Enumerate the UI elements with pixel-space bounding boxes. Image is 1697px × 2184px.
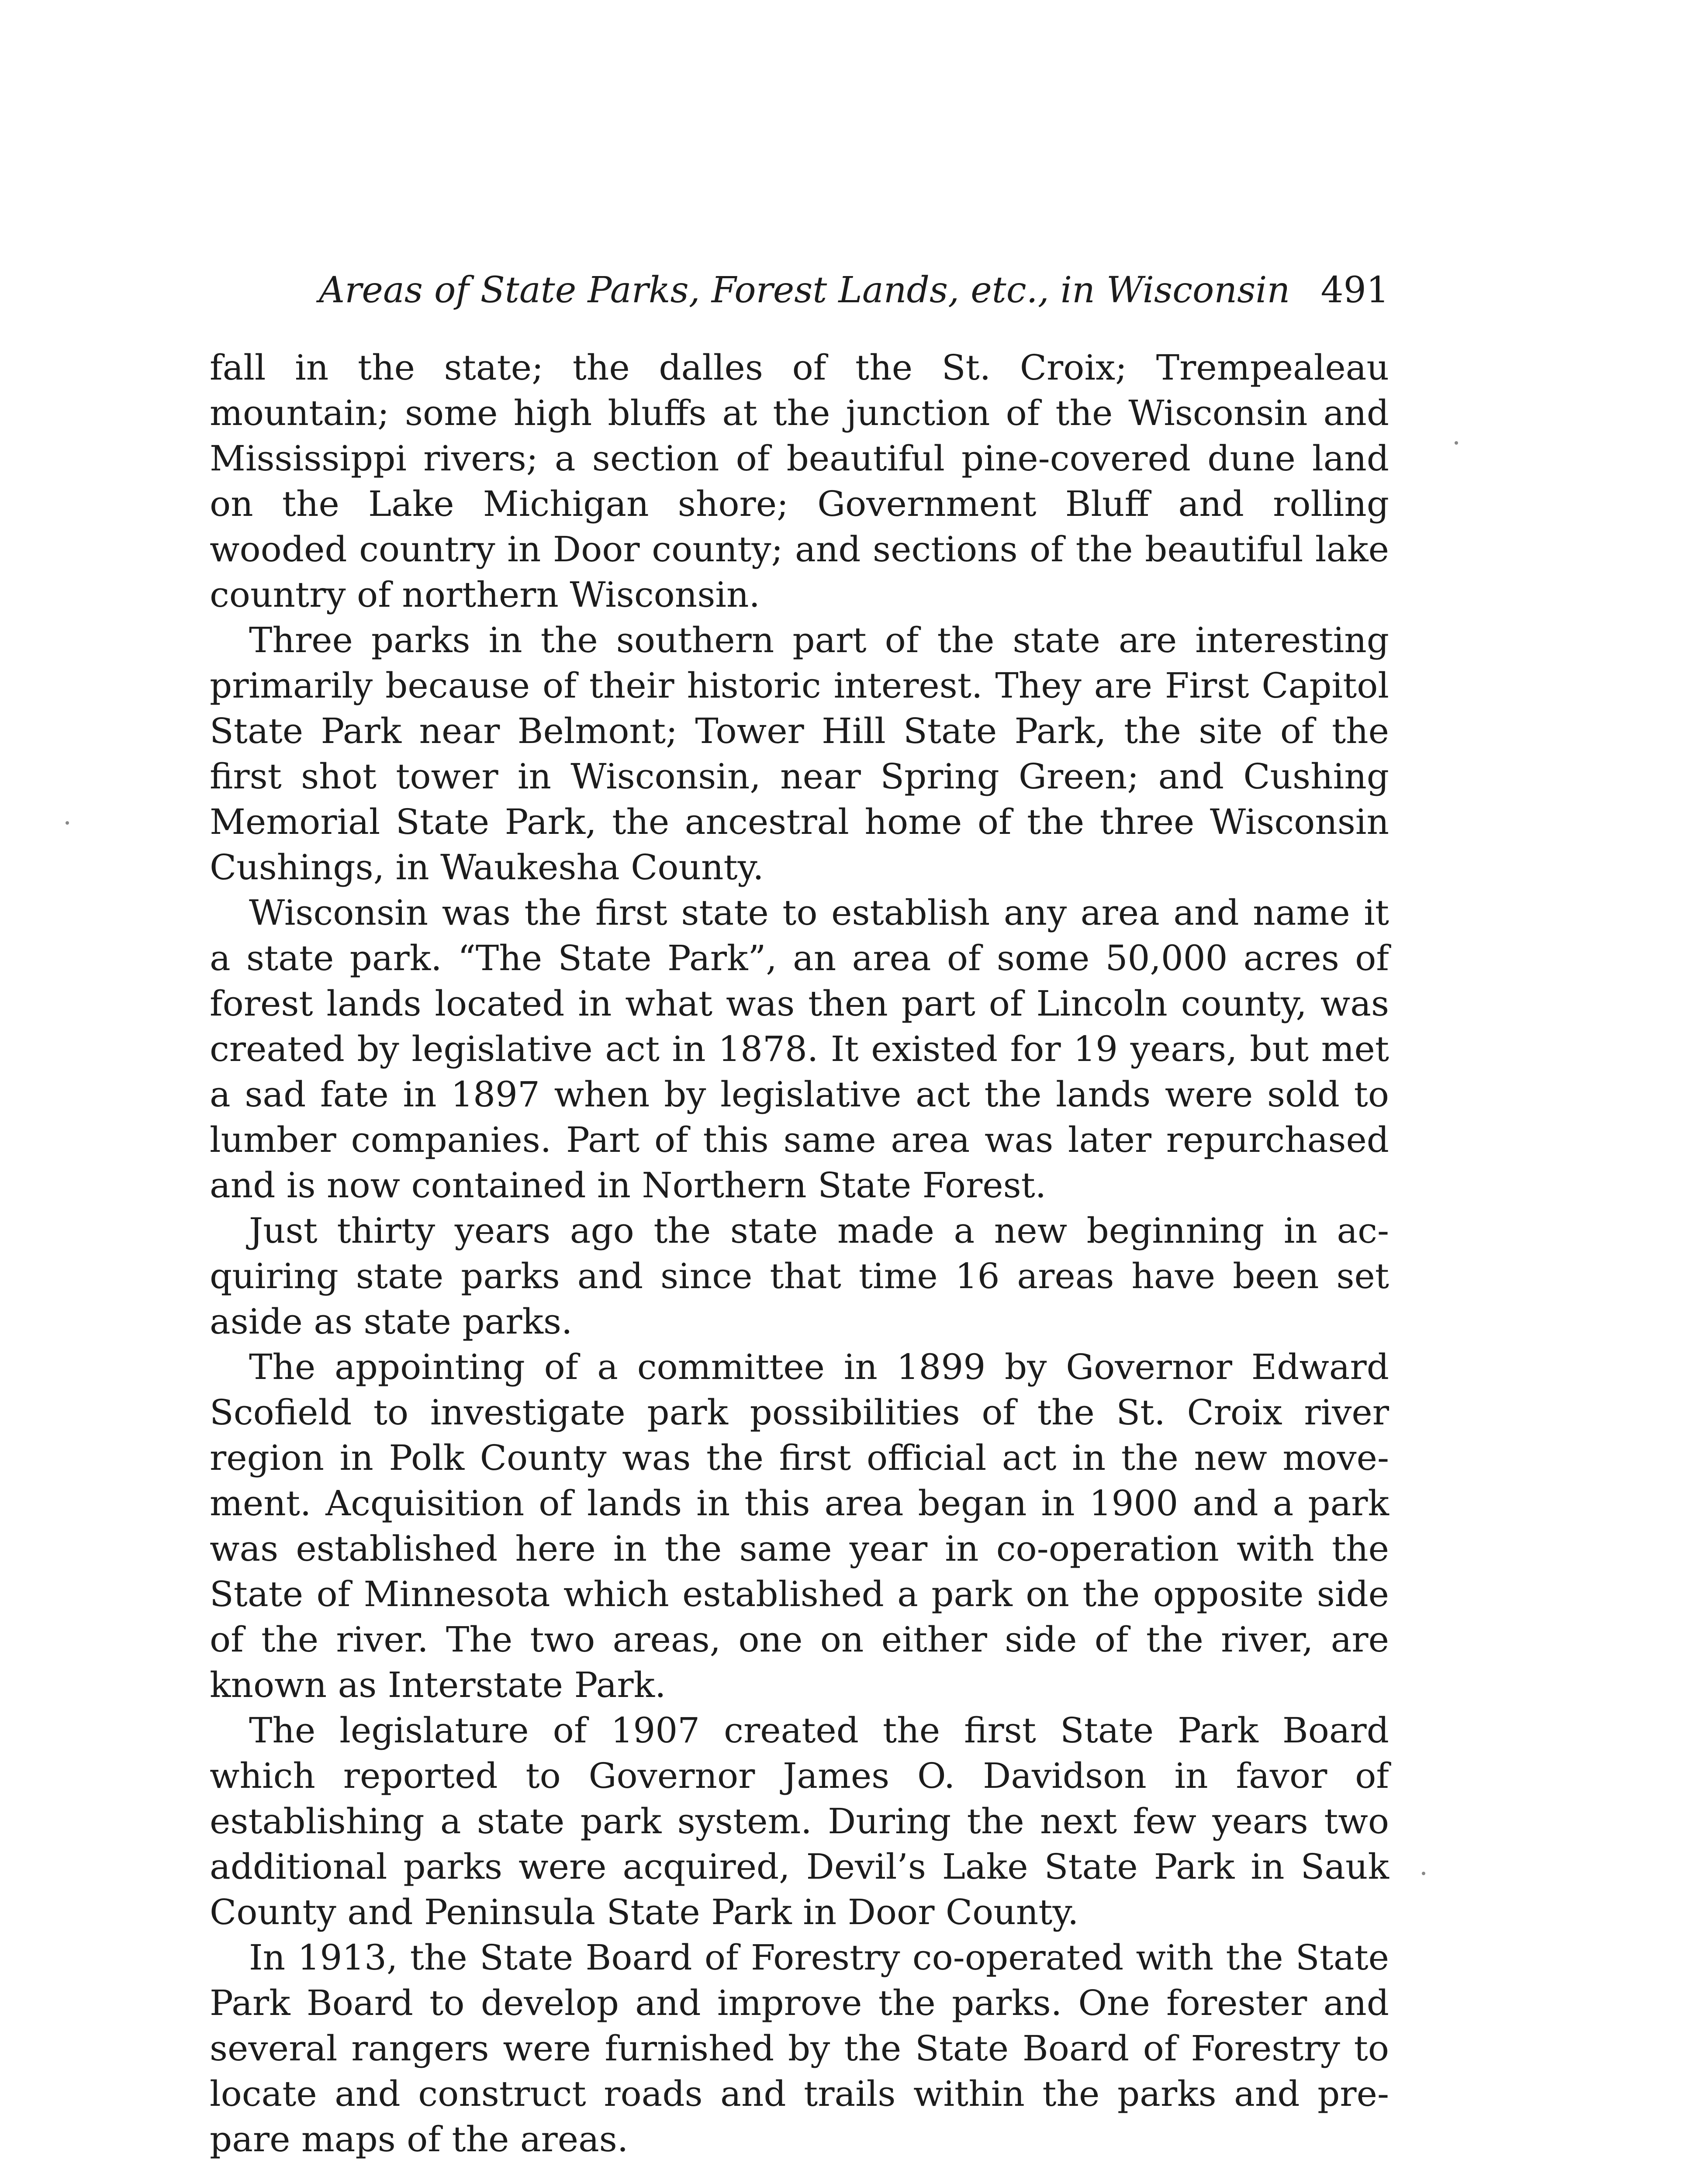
body-text	[210, 345, 1389, 2162]
paragraph: Wisconsin was the first state to establish any area and name it a state park. “The State Park”, an area of some 50,000 acres of forest lands located in what was then part of Lincoln county, was created by legislative act in 1878. It existed for 19 years, but met a sad fate in 1897 when by legislative act the lands were sold to lumber companies. Part of this same area was later repurchased and is now contained in Northern State Forest.	[210, 892, 1389, 1206]
paragraph: The appointing of a committee in 1899 by Governor Edward Scofield to investigate park possibilities of the St. Croix river region in Polk County was the first official act in the new movement. Acquisition of lands in this area began in 1900 and a park was established here in the same year in co-operation with the State of Minnesota which established a park on the opposite side of the river. The two areas, one on either side of the river, are known as Interstate Park.	[210, 1347, 1389, 1705]
running-head-title: Areas of State Parks, Forest Lands, etc., in Wisconsin	[319, 270, 1290, 311]
paragraph: Just thirty years ago the state made a new beginning in acquiring state parks and since that time 16 areas have been set aside as state parks.	[210, 1210, 1389, 1342]
paragraph-continued: fall in the state; the dalles of the St. Croix; Trempealeau mountain; some high bluffs at the junction of the Wisconsin and Mississippi rivers; a section of beautiful pine-covered dune land on the Lake Michigan shore; Government Bluff and rolling wooded country in Door county; and sections of the beautiful lake country of northern Wisconsin.	[210, 347, 1389, 615]
paragraph: The legislature of 1907 created the first State Park Board which reported to Governor James O. Davidson in favor of establishing a state park system. During the next few years two additional parks were acquired, Devil’s Lake State Park in Sauk County and Peninsula State Park in Door County.	[210, 1710, 1389, 1932]
page-number: 491	[1320, 270, 1389, 311]
scan-speck	[1422, 1872, 1425, 1875]
scan-speck	[1455, 441, 1458, 445]
scan-speck	[66, 821, 69, 825]
paragraph: Three parks in the southern part of the state are interesting primarily because of their historic interest. They are First Capitol State Park near Belmont; Tower Hill State Park, the site of the first shot tower in Wisconsin, near Spring Green; and Cushing Memorial State Park, the ancestral home of the three Wisconsin Cushings, in Waukesha County.	[210, 620, 1389, 888]
paragraph: In 1913, the State Board of Forestry co-operated with the State Park Board to develop and improve the parks. One forester and several rangers were furnished by the State Board of Forestry to locate and construct roads and trails within the parks and prepare maps of the areas.	[210, 1937, 1389, 2160]
